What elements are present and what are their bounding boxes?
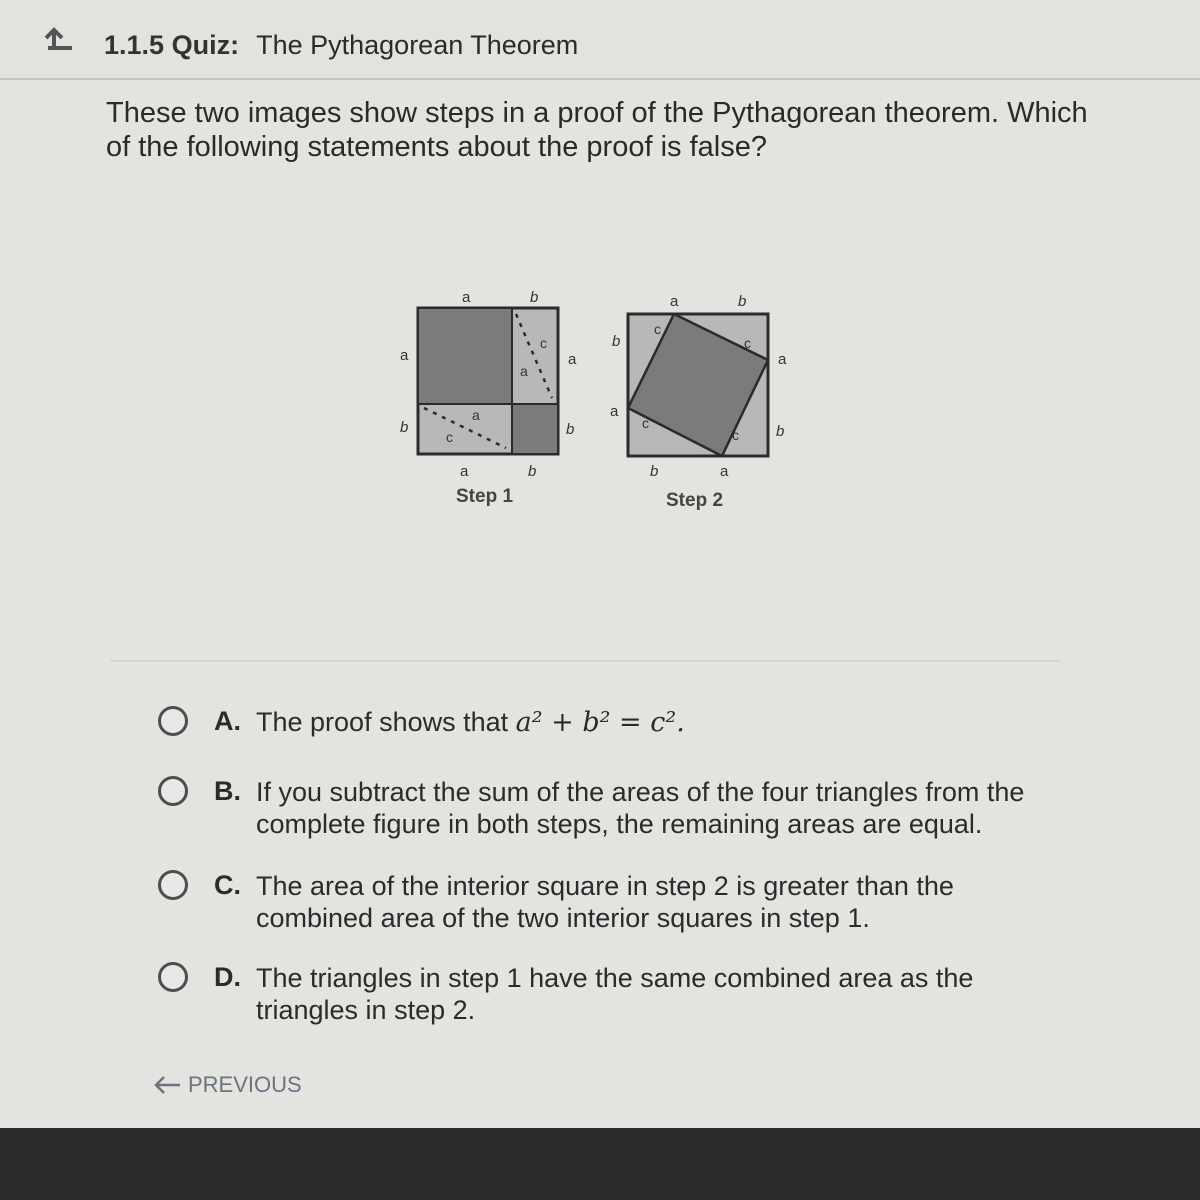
- choice-a-radio[interactable]: [158, 706, 188, 736]
- step1-triangle-a2: a: [472, 407, 480, 423]
- choice-a-text-before: The proof shows that: [256, 707, 516, 737]
- step1-top-a: a: [462, 289, 471, 306]
- step1-bottom-a: a: [460, 463, 469, 480]
- step1-bottom-b: b: [528, 463, 537, 480]
- step1-caption: Step 1: [456, 486, 514, 507]
- step1-triangle-c1: c: [540, 335, 547, 351]
- choice-c-letter: C.: [214, 870, 241, 900]
- step2-top-b: b: [738, 293, 747, 310]
- choice-d-letter: D.: [214, 962, 241, 992]
- step1-right-b: b: [566, 421, 575, 438]
- left-arrow-icon: [152, 1074, 182, 1096]
- choice-b-radio[interactable]: [158, 776, 188, 806]
- step2-c-top: c: [654, 321, 661, 337]
- step1-triangle-c2: c: [446, 429, 453, 445]
- quiz-header: [0, 0, 1200, 80]
- step1-left-b: b: [400, 419, 409, 436]
- back-arrow-icon[interactable]: [42, 26, 76, 56]
- previous-button[interactable]: [152, 1072, 302, 1098]
- choice-c-radio[interactable]: [158, 870, 188, 900]
- choice-a-letter: A.: [214, 706, 241, 736]
- proof-figure: [380, 280, 800, 520]
- choice-a-math: a² + b² = c².: [515, 707, 685, 738]
- choice-b-letter: B.: [214, 776, 241, 806]
- step2-left-a: a: [610, 403, 619, 420]
- choice-a-text: [256, 706, 1056, 739]
- step2-c-left: c: [642, 415, 649, 431]
- quiz-title: [104, 30, 578, 61]
- step2-c-bottom: c: [732, 427, 739, 443]
- screen-bezel: [0, 1128, 1200, 1200]
- choice-d-text: The triangles in step 1 have the same combined area as the triangles in step 2.: [256, 963, 974, 1025]
- step1-left-a: a: [400, 347, 409, 364]
- step1-diagram: [400, 289, 577, 507]
- step2-diagram: [610, 293, 787, 511]
- question-text: These two images show steps in a proof of the Pythagorean theorem. Which of the following statements about the proof is false?: [106, 97, 1088, 163]
- step2-right-b: b: [776, 423, 785, 440]
- quiz-kind: Quiz:: [171, 30, 240, 60]
- step2-left-b: b: [612, 333, 621, 350]
- step2-bottom-b: b: [650, 463, 659, 480]
- step2-right-a: a: [778, 351, 787, 368]
- choice-c-text: The area of the interior square in step 2 is greater than the combined area of the two interior squares in step 1.: [256, 871, 954, 933]
- step2-bottom-a: a: [720, 463, 729, 480]
- step2-c-right: c: [744, 335, 751, 351]
- quiz-name: The Pythagorean Theorem: [256, 30, 579, 60]
- step2-top-a: a: [670, 293, 679, 310]
- step1-top-b: b: [530, 289, 539, 306]
- step2-caption: Step 2: [666, 490, 724, 511]
- previous-label: PREVIOUS: [188, 1072, 302, 1097]
- choice-d-radio[interactable]: [158, 962, 188, 992]
- choice-b-text: If you subtract the sum of the areas of the four triangles from the complete figure in both steps, the remaining areas are equal.: [256, 777, 1025, 839]
- section-divider: [110, 660, 1060, 662]
- step1-right-a: a: [568, 351, 577, 368]
- step1-triangle-a1: a: [520, 363, 528, 379]
- quiz-code: 1.1.5: [104, 30, 165, 60]
